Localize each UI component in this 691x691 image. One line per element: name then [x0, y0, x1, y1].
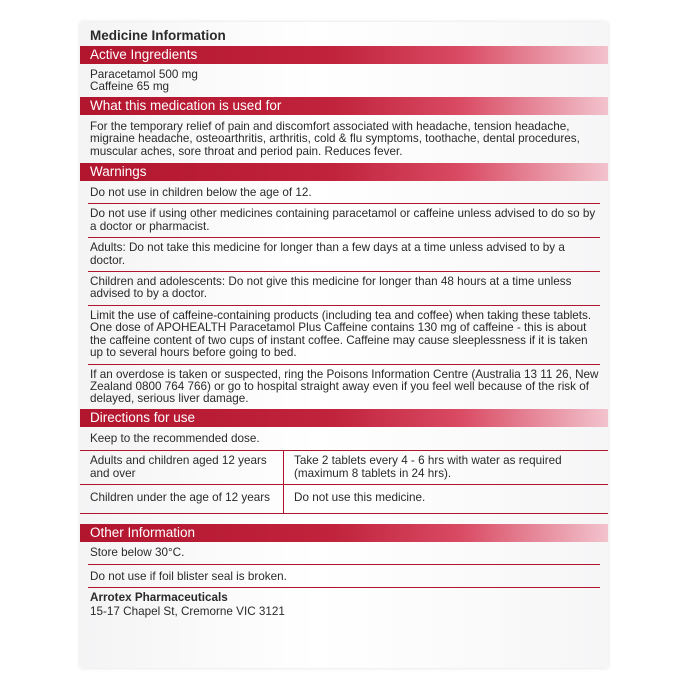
- dose-group-cell: Adults and children aged 12 years and over: [80, 451, 284, 484]
- used-for-heading: What this medication is used for: [80, 97, 608, 115]
- company-name: Arrotex Pharmaceuticals: [90, 591, 228, 605]
- table-row: [80, 451, 608, 484]
- company-address: 15-17 Chapel St, Cremorne VIC 3121: [90, 604, 285, 618]
- directions-heading: Directions for use: [80, 409, 608, 427]
- other-info-heading: Other Information: [80, 524, 608, 542]
- medicine-info-panel: [80, 22, 608, 668]
- warning-item: Do not use if using other medicines containing paracetamol or caffeine unless advised to do so by a doctor or pharmacist.: [90, 207, 596, 233]
- directions-intro: Keep to the recommended dose.: [90, 431, 260, 445]
- warning-item: Adults: Do not take this medicine for longer than a few days at a time unless advised to by a doctor.: [90, 241, 565, 267]
- other-info-item: Do not use if foil blister seal is broken.: [90, 569, 287, 583]
- ingredient-paracetamol: Paracetamol 500 mg: [90, 68, 198, 81]
- ingredient-caffeine: Caffeine 65 mg: [90, 80, 170, 94]
- active-ingredients-heading: Active Ingredients: [80, 46, 608, 64]
- active-ingredients-list: [80, 64, 608, 97]
- table-row: [80, 484, 608, 513]
- warnings-heading: Warnings: [80, 163, 608, 181]
- warning-item: Children and adolescents: Do not give this medicine for longer than 48 hours at a time unless advised to by a doctor.: [90, 275, 572, 301]
- warning-item: If an overdose is taken or suspected, ring the Poisons Information Centre (Australia 13 11 26, New Zealand 0800 764 766) or go to hospital straight away even if you feel well because of the risk of delayed, serious liver damage.: [90, 367, 599, 406]
- used-for-text: For the temporary relief of pain and discomfort associated with headache, tension headache, migraine headache, osteoarthritis, arthritis, cold & flu symptoms, toothache, dental procedures, muscular aches, sore throat and period pain. Reduces fever.: [90, 119, 580, 158]
- warning-item: Do not use in children below the age of 12.: [90, 186, 312, 200]
- other-info-item: Store below 30°C.: [90, 546, 185, 560]
- spacer: [80, 514, 608, 524]
- dose-instruction-cell: Do not use this medicine.: [284, 484, 609, 513]
- warning-item: Limit the use of caffeine-containing products (including tea and coffee) when taking these tablets. One dose of APOHEALTH Paracetamol Plus Caffeine contains 130 mg of caffeine - this is about the caffeine content of two cups of instant coffee. Caffeine may cause sleeplessness if it is taken up to several hours before going to bed.: [90, 308, 592, 360]
- panel-title: Medicine Information: [90, 28, 226, 43]
- dose-instruction-cell: Take 2 tablets every 4 - 6 hrs with water as required (maximum 8 tablets in 24 hrs).: [284, 451, 609, 484]
- directions-table: [80, 451, 608, 514]
- dose-group-cell: Children under the age of 12 years: [80, 484, 284, 513]
